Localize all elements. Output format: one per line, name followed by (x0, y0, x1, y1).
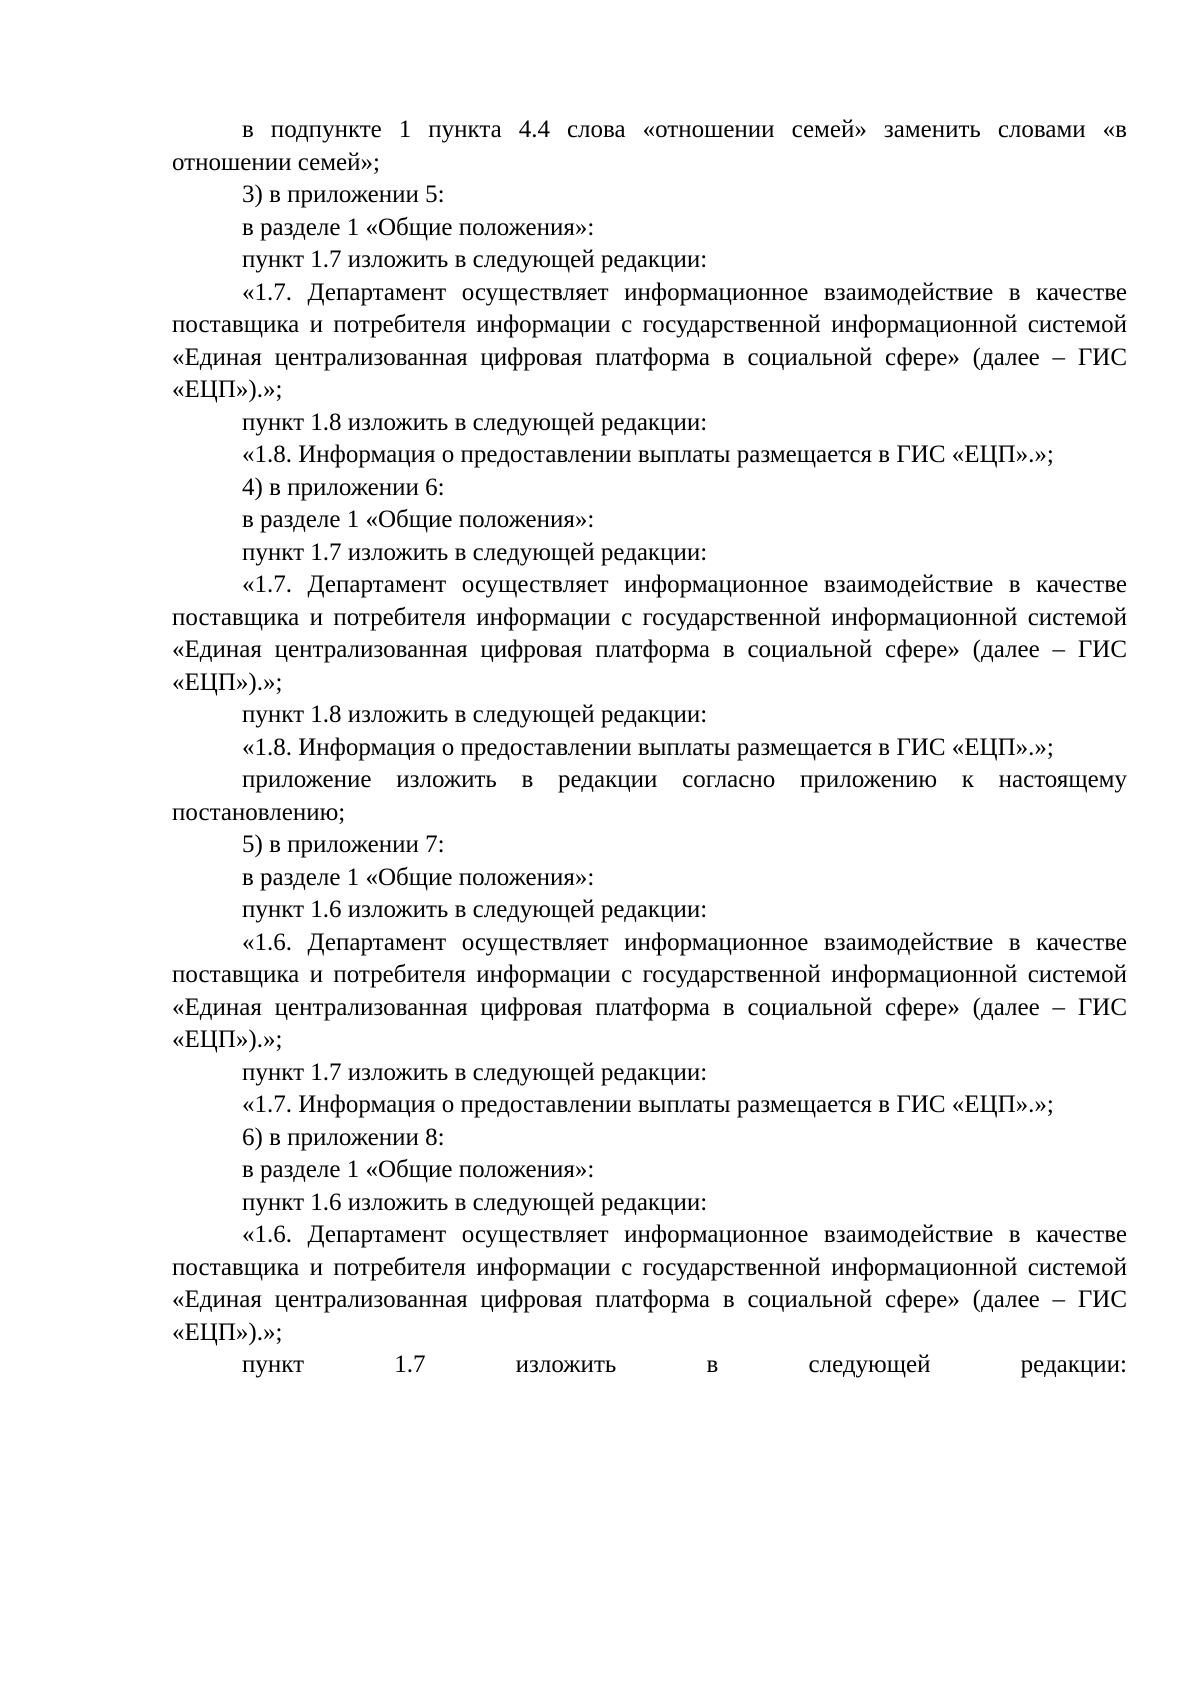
paragraph: в разделе 1 «Общие положения»: (242, 863, 595, 891)
paragraph: «1.7. Департамент осуществляет информационное взаимодействие в качестве поставщика и потребителя информации с государственной информационной системой «Единая централизованная цифровая платформа в социальной сфере» (далее – ГИС «ЕЦП»).»; (172, 278, 1127, 403)
paragraph: 6) в приложении 8: (242, 1123, 445, 1151)
paragraph: «1.7. Информация о предоставлении выплаты размещается в ГИС «ЕЦП».»; (242, 1091, 1054, 1118)
paragraph: приложение изложить в редакции согласно приложению к настоящему постановлению; (172, 766, 1127, 826)
paragraph: пункт 1.6 изложить в следующей редакции: (242, 896, 708, 923)
paragraph: в разделе 1 «Общие положения»: (242, 1156, 595, 1183)
paragraph: в разделе 1 «Общие положения»: (242, 213, 595, 241)
paragraph: «1.7. Департамент осуществляет информационное взаимодействие в качестве поставщика и потребителя информации с государственной информационной системой «Единая централизованная цифровая платформа в социальной сфере» (далее – ГИС «ЕЦП»).»; (172, 571, 1127, 696)
paragraph: 5) в приложении 7: (242, 831, 445, 858)
paragraph: 3) в приложении 5: (242, 181, 445, 208)
paragraph: пункт 1.7 изложить в следующей редакции: (242, 1351, 1127, 1378)
paragraph: в разделе 1 «Общие положения»: (242, 506, 595, 533)
paragraph: «1.6. Департамент осуществляет информационное взаимодействие в качестве поставщика и потребителя информации с государственной информационной системой «Единая централизованная цифровая платформа в социальной сфере» (далее – ГИС «ЕЦП»).»; (172, 928, 1127, 1053)
document-body (172, 114, 1127, 1382)
paragraph: пункт 1.7 изложить в следующей редакции: (242, 246, 708, 273)
paragraph: пункт 1.6 изложить в следующей редакции: (242, 1188, 708, 1216)
paragraph: 4) в приложении 6: (242, 473, 445, 501)
paragraph: пункт 1.8 изложить в следующей редакции: (242, 408, 708, 436)
paragraph: пункт 1.8 изложить в следующей редакции: (242, 701, 708, 728)
paragraph: пункт 1.7 изложить в следующей редакции: (242, 538, 708, 566)
paragraph: «1.6. Департамент осуществляет информационное взаимодействие в качестве поставщика и потребителя информации с государственной информационной системой «Единая централизованная цифровая платформа в социальной сфере» (далее – ГИС «ЕЦП»).»; (172, 1221, 1127, 1346)
paragraph: в подпункте 1 пункта 4.4 слова «отношении семей» заменить словами «в отношении семей»; (172, 116, 1127, 176)
paragraph: «1.8. Информация о предоставлении выплаты размещается в ГИС «ЕЦП».»; (242, 733, 1054, 761)
paragraph: «1.8. Информация о предоставлении выплаты размещается в ГИС «ЕЦП».»; (242, 441, 1054, 468)
paragraph: пункт 1.7 изложить в следующей редакции: (242, 1058, 708, 1086)
